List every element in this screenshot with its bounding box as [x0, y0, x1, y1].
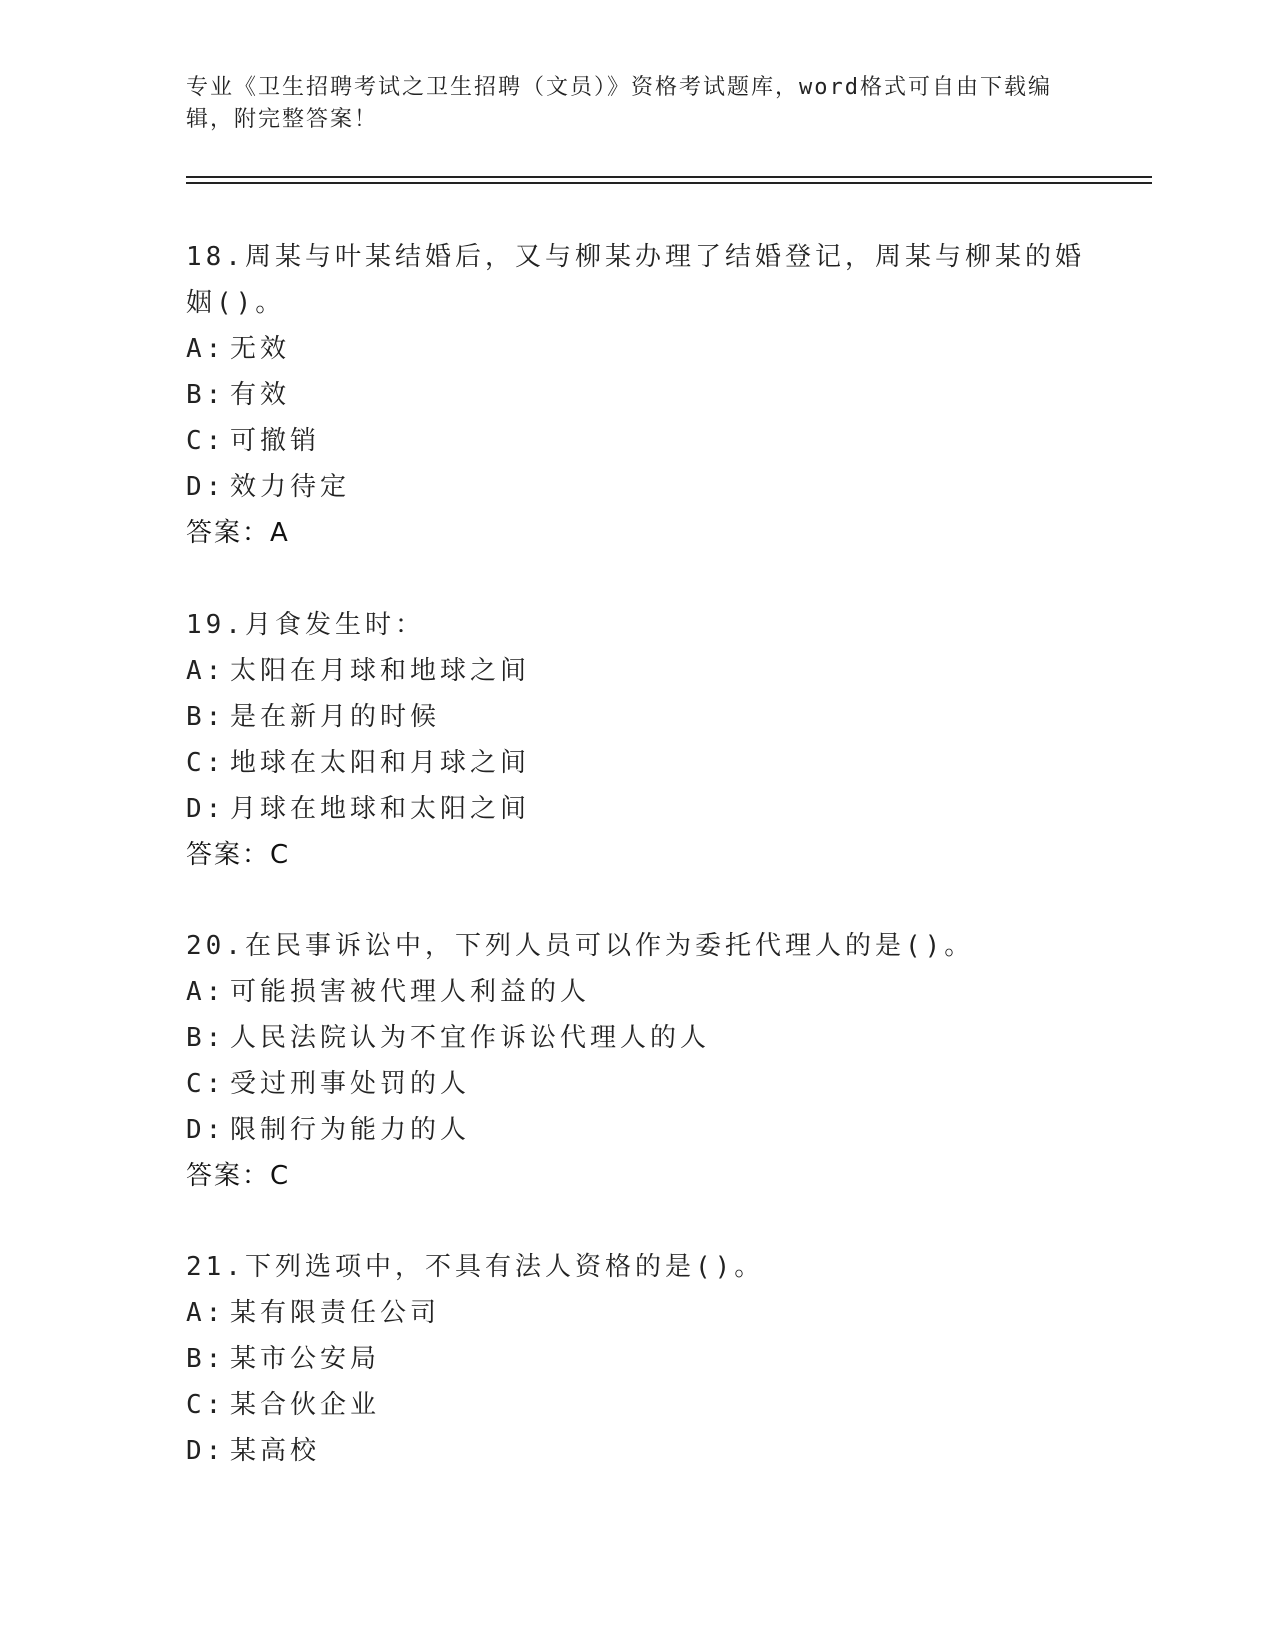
option-b	[186, 694, 1086, 740]
answer-line: 答案：C	[186, 840, 291, 870]
question-19	[186, 602, 1086, 878]
option-a	[186, 1290, 1086, 1336]
option-text: 人民法院认为不宜作诉讼代理人的人	[230, 1023, 711, 1053]
option-letter: B:	[186, 380, 226, 410]
answer-line: 答案：C	[186, 1161, 291, 1191]
option-b	[186, 372, 1086, 418]
option-text: 某有限责任公司	[230, 1298, 441, 1328]
option-b	[186, 1015, 1086, 1061]
option-letter: B:	[186, 1344, 226, 1374]
option-d	[186, 786, 1086, 832]
option-letter: D:	[186, 472, 226, 502]
option-letter: C:	[186, 1069, 226, 1099]
option-c	[186, 740, 1086, 786]
option-text: 是在新月的时候	[230, 702, 441, 732]
option-text: 地球在太阳和月球之间	[230, 748, 531, 778]
option-text: 可撤销	[230, 426, 321, 456]
option-text: 某高校	[230, 1436, 321, 1466]
option-text: 可能损害被代理人利益的人	[230, 977, 591, 1007]
header-divider-top	[186, 176, 1152, 178]
option-text: 月球在地球和太阳之间	[230, 794, 531, 824]
header-divider-bottom	[186, 182, 1152, 184]
question-stem: 18.周某与叶某结婚后，又与柳某办理了结婚登记，周某与柳某的婚姻()。	[186, 242, 1085, 318]
option-letter: D:	[186, 1436, 226, 1466]
option-letter: C:	[186, 1390, 226, 1420]
document-header: 专业《卫生招聘考试之卫生招聘（文员）》资格考试题库，word格式可自由下载编辑，附完整答案！	[186, 75, 1052, 132]
option-letter: A:	[186, 977, 226, 1007]
option-letter: C:	[186, 748, 226, 778]
option-c	[186, 1382, 1086, 1428]
question-21	[186, 1244, 1086, 1474]
question-stem: 19.月食发生时：	[186, 610, 425, 640]
question-20	[186, 923, 1086, 1199]
option-letter: B:	[186, 1023, 226, 1053]
question-stem: 21.下列选项中，不具有法人资格的是()。	[186, 1252, 765, 1282]
option-a	[186, 969, 1086, 1015]
option-text: 某市公安局	[230, 1344, 381, 1374]
option-d	[186, 464, 1086, 510]
answer-line: 答案：A	[186, 518, 290, 548]
option-text: 受过刑事处罚的人	[230, 1069, 471, 1099]
option-text: 有效	[230, 380, 291, 410]
option-letter: A:	[186, 334, 226, 364]
option-letter: D:	[186, 794, 226, 824]
option-text: 限制行为能力的人	[230, 1115, 471, 1145]
option-text: 无效	[230, 334, 291, 364]
option-d	[186, 1107, 1086, 1153]
option-letter: A:	[186, 656, 226, 686]
option-text: 某合伙企业	[230, 1390, 381, 1420]
question-18	[186, 234, 1086, 556]
option-d	[186, 1428, 1086, 1474]
option-c	[186, 1061, 1086, 1107]
option-letter: A:	[186, 1298, 226, 1328]
option-a	[186, 326, 1086, 372]
option-c	[186, 418, 1086, 464]
option-letter: D:	[186, 1115, 226, 1145]
option-text: 效力待定	[230, 472, 351, 502]
option-letter: B:	[186, 702, 226, 732]
option-text: 太阳在月球和地球之间	[230, 656, 531, 686]
option-letter: C:	[186, 426, 226, 456]
option-a	[186, 648, 1086, 694]
option-b	[186, 1336, 1086, 1382]
question-stem: 20.在民事诉讼中，下列人员可以作为委托代理人的是()。	[186, 931, 975, 961]
